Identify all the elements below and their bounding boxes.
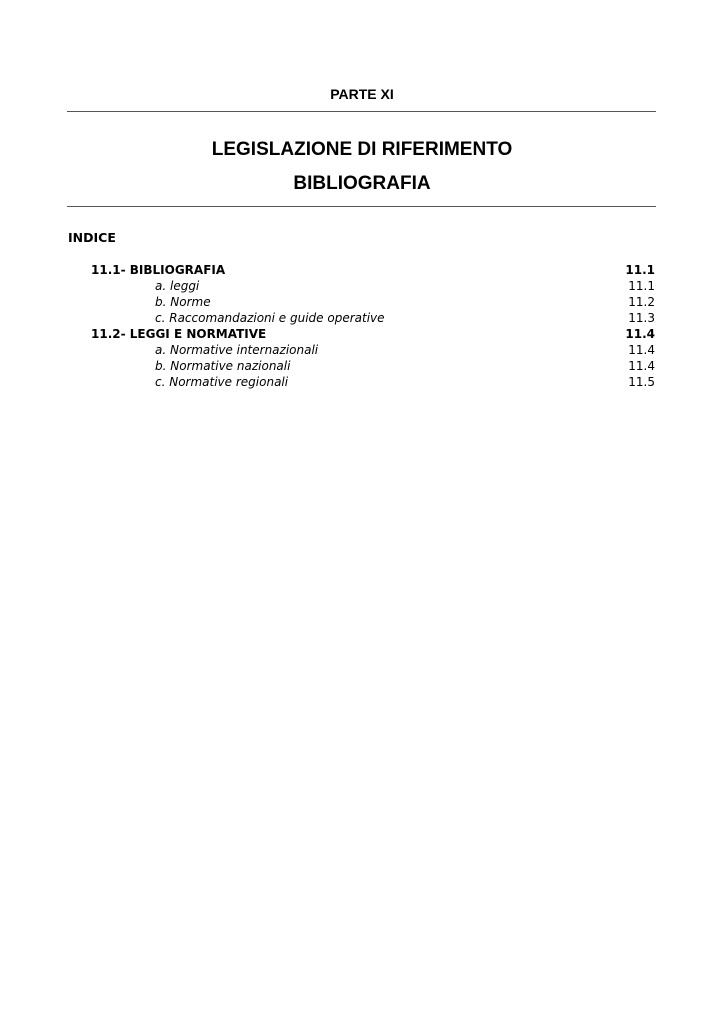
toc-entry-text: a. leggi bbox=[155, 279, 200, 293]
document-title-line-1: LEGISLAZIONE DI RIFERIMENTO bbox=[211, 139, 513, 160]
toc-entry-page: 11.3 bbox=[628, 311, 655, 325]
toc-entry-page: 11.4 bbox=[628, 343, 655, 357]
toc-item-raccomandazioni[interactable] bbox=[0, 310, 724, 326]
part-heading: PARTE XI bbox=[330, 86, 394, 102]
toc-entry-text: 11.2- LEGGI E NORMATIVE bbox=[91, 327, 267, 341]
table-of-contents bbox=[0, 262, 724, 390]
toc-section-leggi-normative[interactable] bbox=[0, 326, 724, 342]
toc-entry-text: a. Normative internazionali bbox=[155, 343, 319, 357]
toc-entry-page: 11.1 bbox=[625, 263, 655, 277]
toc-entry-page: 11.1 bbox=[628, 279, 655, 293]
toc-entry-text: 11.1- BIBLIOGRAFIA bbox=[91, 263, 226, 277]
toc-item-leggi[interactable] bbox=[0, 278, 724, 294]
toc-entry-page: 11.4 bbox=[628, 359, 655, 373]
index-heading: INDICE bbox=[68, 230, 116, 245]
bottom-rule bbox=[67, 206, 656, 207]
toc-entry-page: 11.5 bbox=[628, 375, 655, 389]
toc-entry-text: c. Raccomandazioni e guide operative bbox=[155, 311, 385, 325]
toc-item-normative-internazionali[interactable] bbox=[0, 342, 724, 358]
top-rule bbox=[67, 111, 656, 112]
toc-entry-text: c. Normative regionali bbox=[155, 375, 289, 389]
toc-section-bibliografia[interactable] bbox=[0, 262, 724, 278]
toc-item-norme[interactable] bbox=[0, 294, 724, 310]
toc-entry-page: 11.4 bbox=[625, 327, 655, 341]
document-title-line-2: BIBLIOGRAFIA bbox=[293, 173, 431, 194]
toc-entry-page: 11.2 bbox=[628, 295, 655, 309]
toc-item-normative-nazionali[interactable] bbox=[0, 358, 724, 374]
toc-entry-text: b. Normative nazionali bbox=[155, 359, 291, 373]
toc-entry-text: b. Norme bbox=[155, 295, 211, 309]
toc-item-normative-regionali[interactable] bbox=[0, 374, 724, 390]
